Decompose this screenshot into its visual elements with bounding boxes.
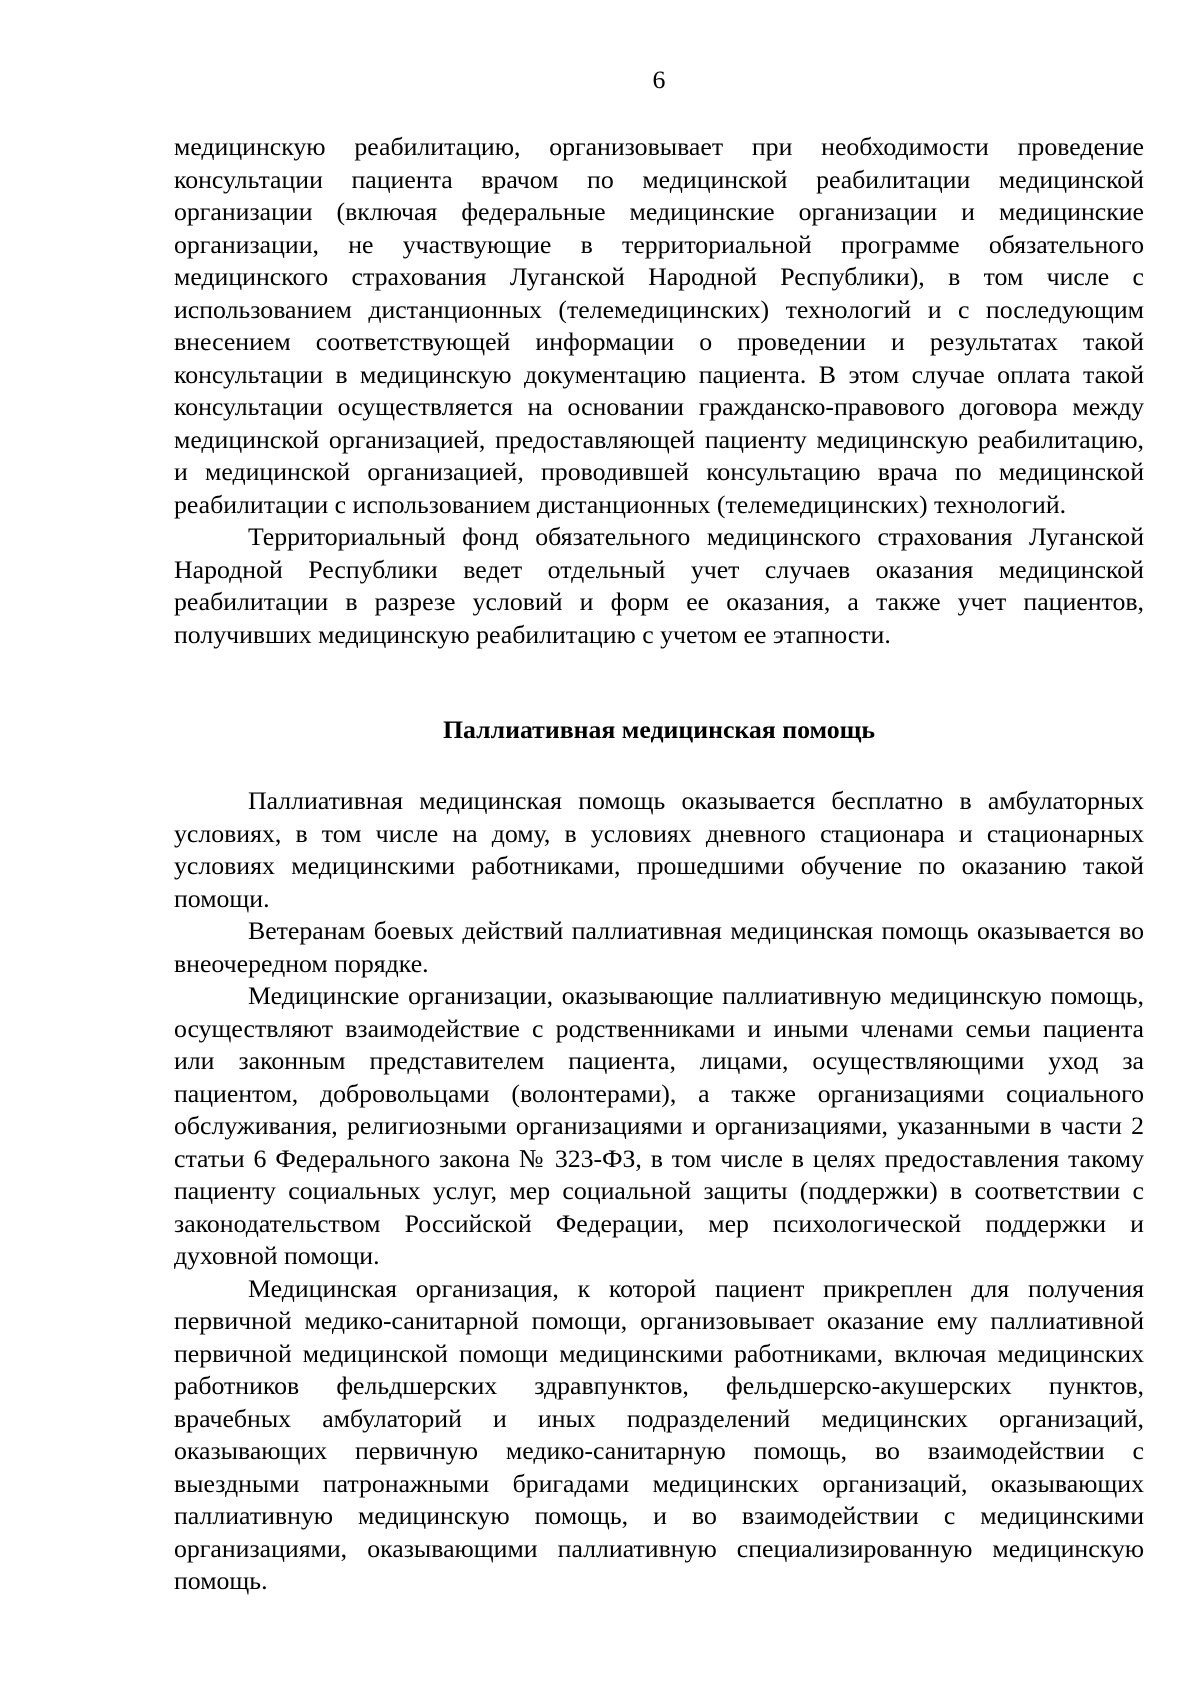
paragraph-rehabilitation-consultation: медицинскую реабилитацию, организовывает при необходимости проведение консультации пациента врачом по медицинской реабилитации медицинской организации (включая федеральные медицинские организации и медицинские организации, не участвующие в территориальной программе обязательного медицинского страхования Луганской Народной Республики), в том числе с использованием дистанционных (телемедицинских) технологий и с последующим внесением соответствующей информации о проведении и результатах такой консультации в медицинскую документацию пациента. В этом случае оплата такой консультации осуществляется на основании гражданско-правового договора между медицинской организацией, предоставляющей пациенту медицинскую реабилитацию, и медицинской организацией, проводившей консультацию врача по медицинской реабилитации с использованием дистанционных (телемедицинских) технологий.: [174, 132, 1144, 519]
paragraph-interaction: Медицинские организации, оказывающие паллиативную медицинскую помощь, осуществляют взаимодействие с родственниками и иными членами семьи пациента или законным представителем пациента, лицами, осуществляющими уход за пациентом, добровольцами (волонтерами), а также организациями социального обслуживания, религиозными организациями и организациями, указанными в части 2 статьи 6 Федерального закона № 323-ФЗ, в том числе в целях предоставления такому пациенту социальных услуг, мер социальной защиты (поддержки) в соответствии с законодательством Российской Федерации, мер психологической поддержки и духовной помощи.: [174, 981, 1144, 1270]
section-palliative-care: [174, 785, 1144, 1598]
paragraph-primary-care: Медицинская организация, к которой пациент прикреплен для получения первичной медико-санитарной помощи, организовывает оказание ему паллиативной первичной медицинской помощи медицинскими работниками, включая медицинских работников фельдшерских здравпунктов, фельдшерско-акушерских пунктов, врачебных амбулаторий и иных подразделений медицинских организаций, оказывающих первичную медико-санитарную помощь, во взаимодействии с выездными патронажными бригадами медицинских организаций, оказывающих паллиативную медицинскую помощь, и во взаимодействии с медицинскими организациями, оказывающими паллиативную специализированную медицинскую помощь.: [174, 1273, 1144, 1595]
page-number: 6: [652, 65, 666, 94]
section-heading-palliative-care: Паллиативная медицинская помощь: [442, 715, 876, 744]
section-medical-rehabilitation: [174, 131, 1144, 651]
paragraph-fund-accounting: Территориальный фонд обязательного медицинского страхования Луганской Народной Республики ведет отдельный учет случаев оказания медицинской реабилитации в разрезе условий и форм ее оказания, а также учет пациентов, получивших медицинскую реабилитацию с учетом ее этапности.: [174, 522, 1144, 649]
paragraph-veterans: Ветеранам боевых действий паллиативная медицинская помощь оказывается во внеочередном порядке.: [174, 916, 1144, 978]
paragraph-palliative-free: Паллиативная медицинская помощь оказывается бесплатно в амбулаторных условиях, в том числе на дому, в условиях дневного стационара и стационарных условиях медицинскими работниками, прошедшими обучение по оказанию такой помощи.: [174, 786, 1144, 913]
